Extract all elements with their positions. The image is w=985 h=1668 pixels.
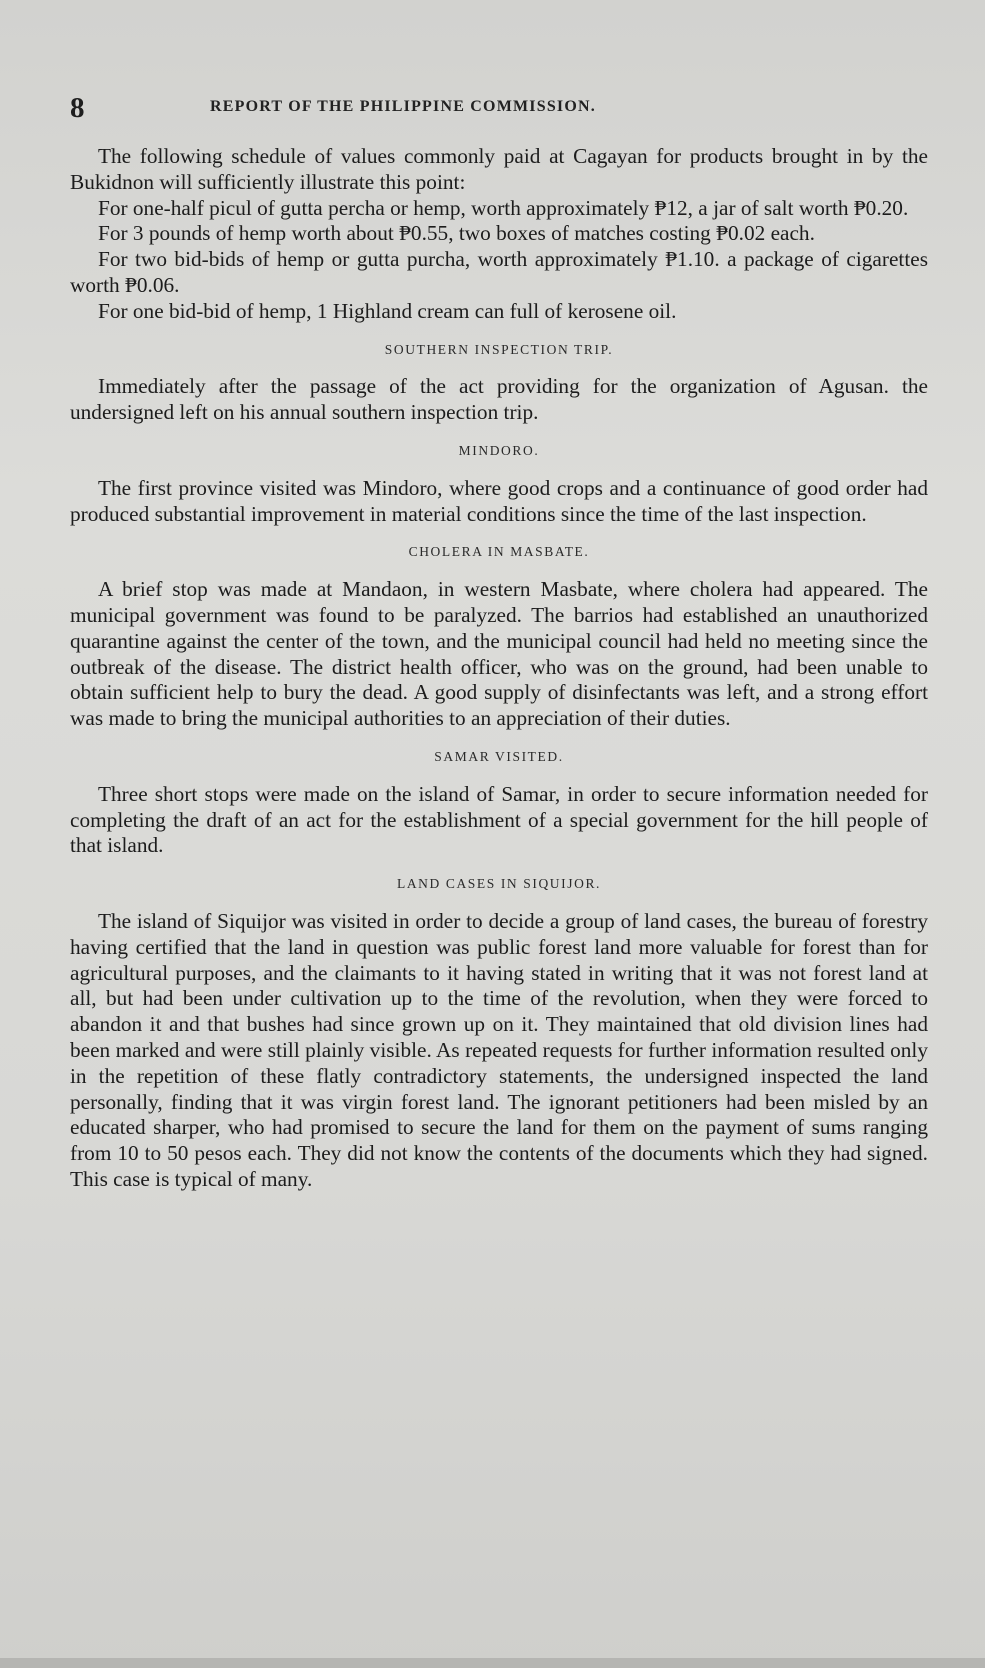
schedule-item: For one bid-bid of hemp, 1 Highland cream can full of kerosene oil. bbox=[98, 298, 677, 323]
scan-footer-strip bbox=[0, 1658, 985, 1668]
body-text bbox=[70, 144, 928, 1193]
section-paragraph: Three short stops were made on the island of Samar, in order to secure information needed for completing the draft of an act for the establishment of a special government for the hill people of that island. bbox=[70, 781, 928, 858]
intro-paragraph: The following schedule of values commonly paid at Cagayan for products brought in by the Bukidnon will sufficiently illustrate this point: bbox=[70, 144, 928, 194]
section-heading: CHOLERA IN MASBATE. bbox=[408, 544, 590, 560]
section-heading: MINDORO. bbox=[458, 442, 540, 458]
page-number: 8 bbox=[70, 92, 85, 124]
section-heading: SAMAR VISITED. bbox=[434, 748, 564, 764]
section-paragraph: The first province visited was Mindoro, where good crops and a continuance of good order had produced substantial improvement in material conditions since the time of the last inspection. bbox=[70, 475, 928, 526]
schedule-item: For 3 pounds of hemp worth about ₱0.55, two boxes of matches costing ₱0.02 each. bbox=[98, 221, 815, 246]
section-heading: LAND CASES IN SIQUIJOR. bbox=[396, 876, 602, 892]
section-heading: SOUTHERN INSPECTION TRIP. bbox=[384, 341, 614, 357]
schedule-item: For two bid-bids of hemp or gutta purcha, worth approximately ₱1.10. a package of cigarettes worth ₱0.06. bbox=[70, 247, 928, 297]
section-paragraph: A brief stop was made at Mandaon, in western Masbate, where cholera had appeared. The municipal government was found to be paralyzed. The barrios had established an unauthorized quarantine against the center of the town, and the municipal council had held no meeting since the outbreak of the disease. The district health officer, who was on the ground, had been unable to obtain sufficient help to bury the dead. A good supply of disinfectants was left, and a strong effort was made to bring the municipal authorities to an appreciation of their duties. bbox=[70, 577, 928, 731]
section-paragraph: The island of Siquijor was visited in order to decide a group of land cases, the bureau of forestry having certified that the land in question was public forest land more valuable for forest than for agricultural purposes, and the claimants to it having stated in writing that it was not forest land at all, but had been under cultivation up to the time of the revolution, when they were forced to abandon it and that bushes had since grown up on it. They maintained that old division lines had been marked and were still plainly visible. As repeated requests for further information resulted only in the repetition of these flatly contradictory statements, the undersigned inspected the land personally, finding that it was virgin forest land. The ignorant petitioners had been misled by an educated sharper, who had promised to secure the land for them on the payment of sums ranging from 10 to 50 pesos each. They did not know the contents of the documents which they had signed. This case is typical of many. bbox=[70, 908, 928, 1191]
running-head: REPORT OF THE PHILIPPINE COMMISSION. bbox=[210, 98, 596, 115]
page-header bbox=[70, 92, 928, 122]
section-paragraph: Immediately after the passage of the act providing for the organization of Agusan. the undersigned left on his annual southern inspection trip. bbox=[70, 374, 928, 425]
schedule-item: For one-half picul of gutta percha or hemp, worth approximately ₱12, a jar of salt worth ₱0.20. bbox=[98, 195, 909, 220]
